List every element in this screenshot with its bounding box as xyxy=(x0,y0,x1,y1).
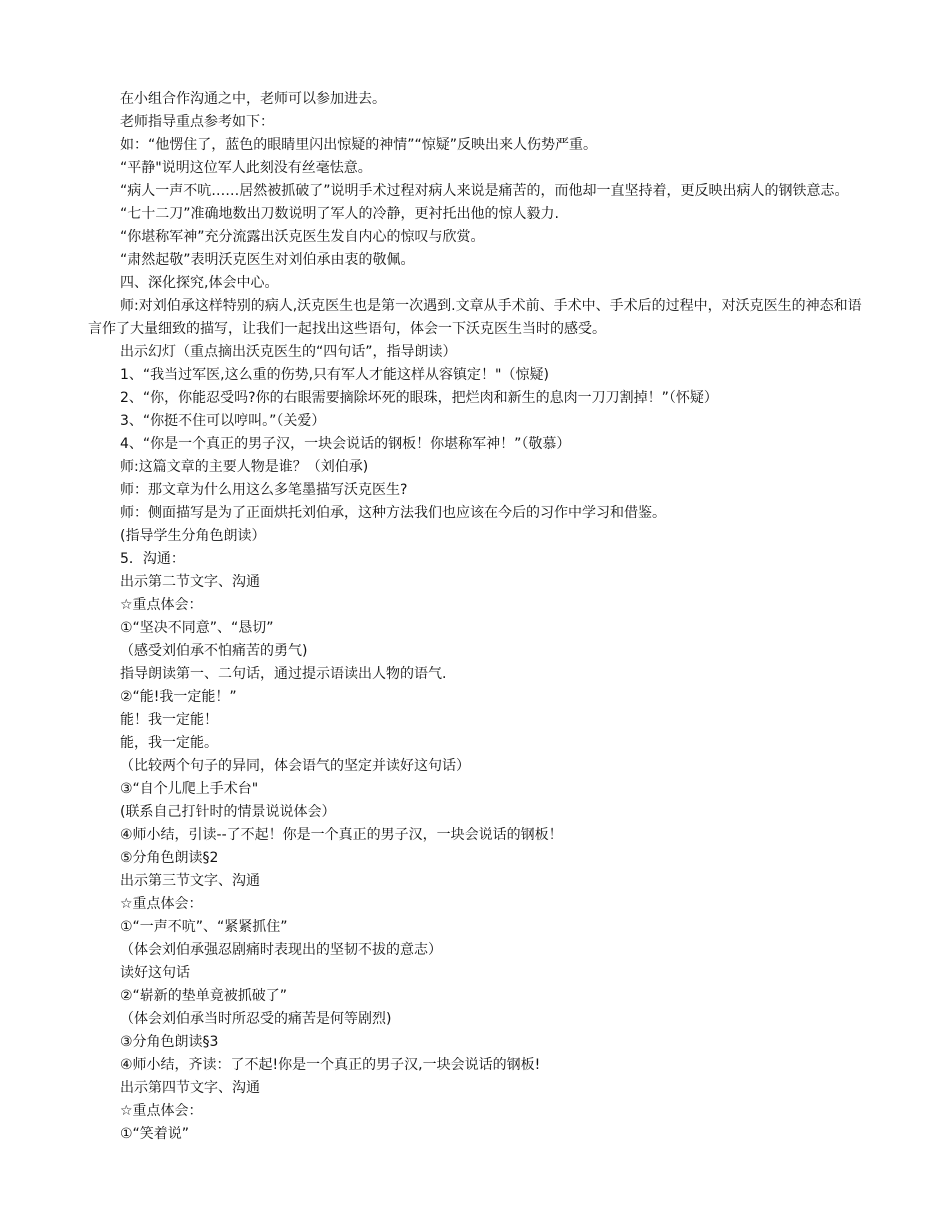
paragraph: “七十二刀”准确地数出刀数说明了军人的冷静，更衬托出他的惊人毅力. xyxy=(120,206,559,222)
paragraph: (指导学生分角色朗读） xyxy=(120,528,266,544)
list-item: ③分角色朗读§3 xyxy=(120,1034,219,1050)
list-item: 1、“我当过军医,这么重的伤势,只有军人才能这样从容镇定！"（惊疑) xyxy=(120,367,549,383)
paragraph: 指导朗读第一、二句话，通过提示语读出人物的语气. xyxy=(120,666,447,682)
paragraph: “肃然起敬”表明沃克医生对刘伯承由衷的敬佩。 xyxy=(120,252,415,268)
paragraph: （比较两个句子的异同，体会语气的坚定并读好这句话） xyxy=(120,758,470,774)
list-item: 4、“你是一个真正的男子汉，一块会说话的钢板！你堪称军神！”（敬慕） xyxy=(120,436,571,452)
paragraph: 老师指导重点参考如下： xyxy=(120,114,274,130)
list-item: ⑤分角色朗读§2 xyxy=(120,850,219,866)
list-item: 3、“你挺不住可以哼叫。”（关爱） xyxy=(120,413,326,429)
paragraph: “病人一声不吭……居然被抓破了”说明手术过程对病人来说是痛苦的，而他却一直坚持着，更反映出病人的钢铁意志。 xyxy=(120,183,849,199)
paragraph: （感受刘伯承不怕痛苦的勇气) xyxy=(120,643,308,659)
paragraph: 出示第二节文字、沟通 xyxy=(120,574,260,590)
paragraph: 出示幻灯（重点摘出沃克医生的“四句话”，指导朗读） xyxy=(120,344,457,360)
paragraph: ☆重点体会： xyxy=(120,597,203,613)
paragraph: 师：那文章为什么用这么多笔墨描写沃克医生? xyxy=(120,482,408,498)
list-item: ②“能!我一定能！” xyxy=(120,689,237,705)
paragraph: 师:这篇文章的主要人物是谁？（刘伯承) xyxy=(120,459,369,475)
list-item: ①“笑着说” xyxy=(120,1126,190,1142)
list-item: ②“崭新的垫单竟被抓破了” xyxy=(120,988,288,1004)
paragraph: 师：侧面描写是为了正面烘托刘伯承，这种方法我们也应该在今后的习作中学习和借鉴。 xyxy=(120,505,666,521)
paragraph: (联系自己打针时的情景说说体会） xyxy=(120,804,336,820)
paragraph: 能，我一定能。 xyxy=(120,735,218,751)
paragraph: ☆重点体会： xyxy=(120,1103,203,1119)
list-item: ④师小结，引读--了不起！你是一个真正的男子汉，一块会说话的钢板！ xyxy=(120,827,563,843)
list-item: 2、“你，你能忍受吗?你的右眼需要摘除坏死的眼珠，把烂肉和新生的息肉一刀刀割掉！”（怀疑） xyxy=(120,390,718,406)
list-item: ③“自个儿爬上手术台" xyxy=(120,781,259,797)
paragraph: 在小组合作沟通之中，老师可以参加进去。 xyxy=(120,91,386,107)
paragraph: “你堪称军神”充分流露出沃克医生发自内心的惊叹与欣赏。 xyxy=(120,229,485,245)
paragraph: 能！我一定能！ xyxy=(120,712,218,728)
paragraph: 如：“他愣住了，蓝色的眼睛里闪出惊疑的神情”“惊疑”反映出来人伤势严重。 xyxy=(120,137,598,153)
paragraph: “平静"说明这位军人此刻没有丝毫怯意。 xyxy=(120,160,372,176)
paragraph: 师:对刘伯承这样特别的病人,沃克医生也是第一次遇到.文章从手术前、手术中、手术后的过程中，对沃克医生的神态和语言作了大量细致的描写，让我们一起找出这些语句，体会一下沃克医生当时的感受。 xyxy=(88,298,862,337)
paragraph: （体会刘伯承当时所忍受的痛苦是何等剧烈) xyxy=(120,1011,392,1027)
list-item: ①“坚决不同意”、“恳切” xyxy=(120,620,274,636)
paragraph: 读好这句话 xyxy=(120,965,190,981)
document-body xyxy=(88,88,863,1146)
paragraph: 出示第三节文字、沟通 xyxy=(120,873,260,889)
section-heading: 5．沟通： xyxy=(120,551,185,567)
paragraph: （体会刘伯承强忍剧痛时表现出的坚韧不拔的意志） xyxy=(120,942,442,958)
list-item: ④师小结，齐读：了不起!你是一个真正的男子汉,一块会说话的钢板! xyxy=(120,1057,541,1073)
paragraph: 出示第四节文字、沟通 xyxy=(120,1080,260,1096)
section-heading: 四、深化探究,体会中心。 xyxy=(120,275,279,291)
list-item: ①“一声不吭”、“紧紧抓住” xyxy=(120,919,288,935)
paragraph: ☆重点体会： xyxy=(120,896,203,912)
